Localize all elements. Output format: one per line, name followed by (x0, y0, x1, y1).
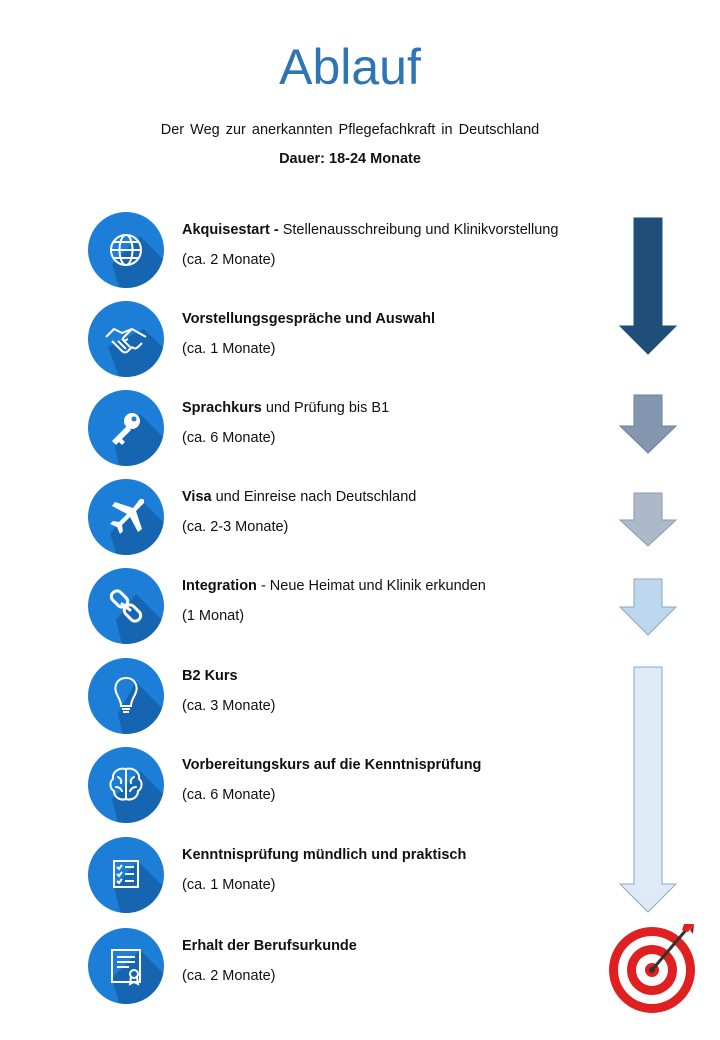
step-duration: (ca. 2 Monate) (182, 252, 276, 268)
step-duration: (ca. 2 Monate) (182, 968, 276, 984)
step-title: Integration (182, 578, 257, 594)
step-duration: (ca. 1 Monate) (182, 877, 276, 893)
target-icon (609, 924, 695, 1013)
step-title: B2 Kurs (182, 668, 238, 684)
arrow-visa (620, 493, 676, 546)
total-duration: Dauer: 18-24 Monate (279, 151, 421, 167)
step-duration: (ca. 6 Monate) (182, 787, 276, 803)
step-duration: (ca. 1 Monate) (182, 341, 276, 357)
step-title: Vorbereitungskurs auf die Kenntnisprüfung (182, 757, 482, 773)
step-description: und Einreise nach Deutschland (211, 489, 417, 505)
arrow-acquisition (620, 218, 676, 354)
page-subtitle: Der Weg zur anerkannten Pflegefachkraft in Deutschland (160, 122, 540, 138)
step-title: Erhalt der Berufsurkunde (182, 938, 357, 954)
step-description: Stellenausschreibung und Klinikvorstellung (278, 222, 559, 238)
arrow-final-phase (620, 667, 676, 912)
step-duration: (ca. 2-3 Monate) (182, 519, 289, 535)
step-duration: (ca. 6 Monate) (182, 430, 276, 446)
step-description: - Neue Heimat und Klinik erkunden (256, 578, 486, 594)
step-title: Sprachkurs (182, 400, 262, 416)
step-duration: (ca. 3 Monate) (182, 698, 276, 714)
arrow-language (620, 395, 676, 453)
arrow-integration (620, 579, 676, 635)
step-description: und Prüfung bis B1 (261, 400, 390, 416)
step-title: Visa (182, 489, 212, 505)
step-title: Kenntnisprüfung mündlich und praktisch (182, 847, 467, 863)
step-duration: (1 Monat) (182, 608, 245, 624)
step-title: Vorstellungsgespräche und Auswahl (182, 311, 435, 327)
page-title: Ablauf (279, 39, 421, 95)
step-title: Akquisestart - (182, 222, 279, 238)
